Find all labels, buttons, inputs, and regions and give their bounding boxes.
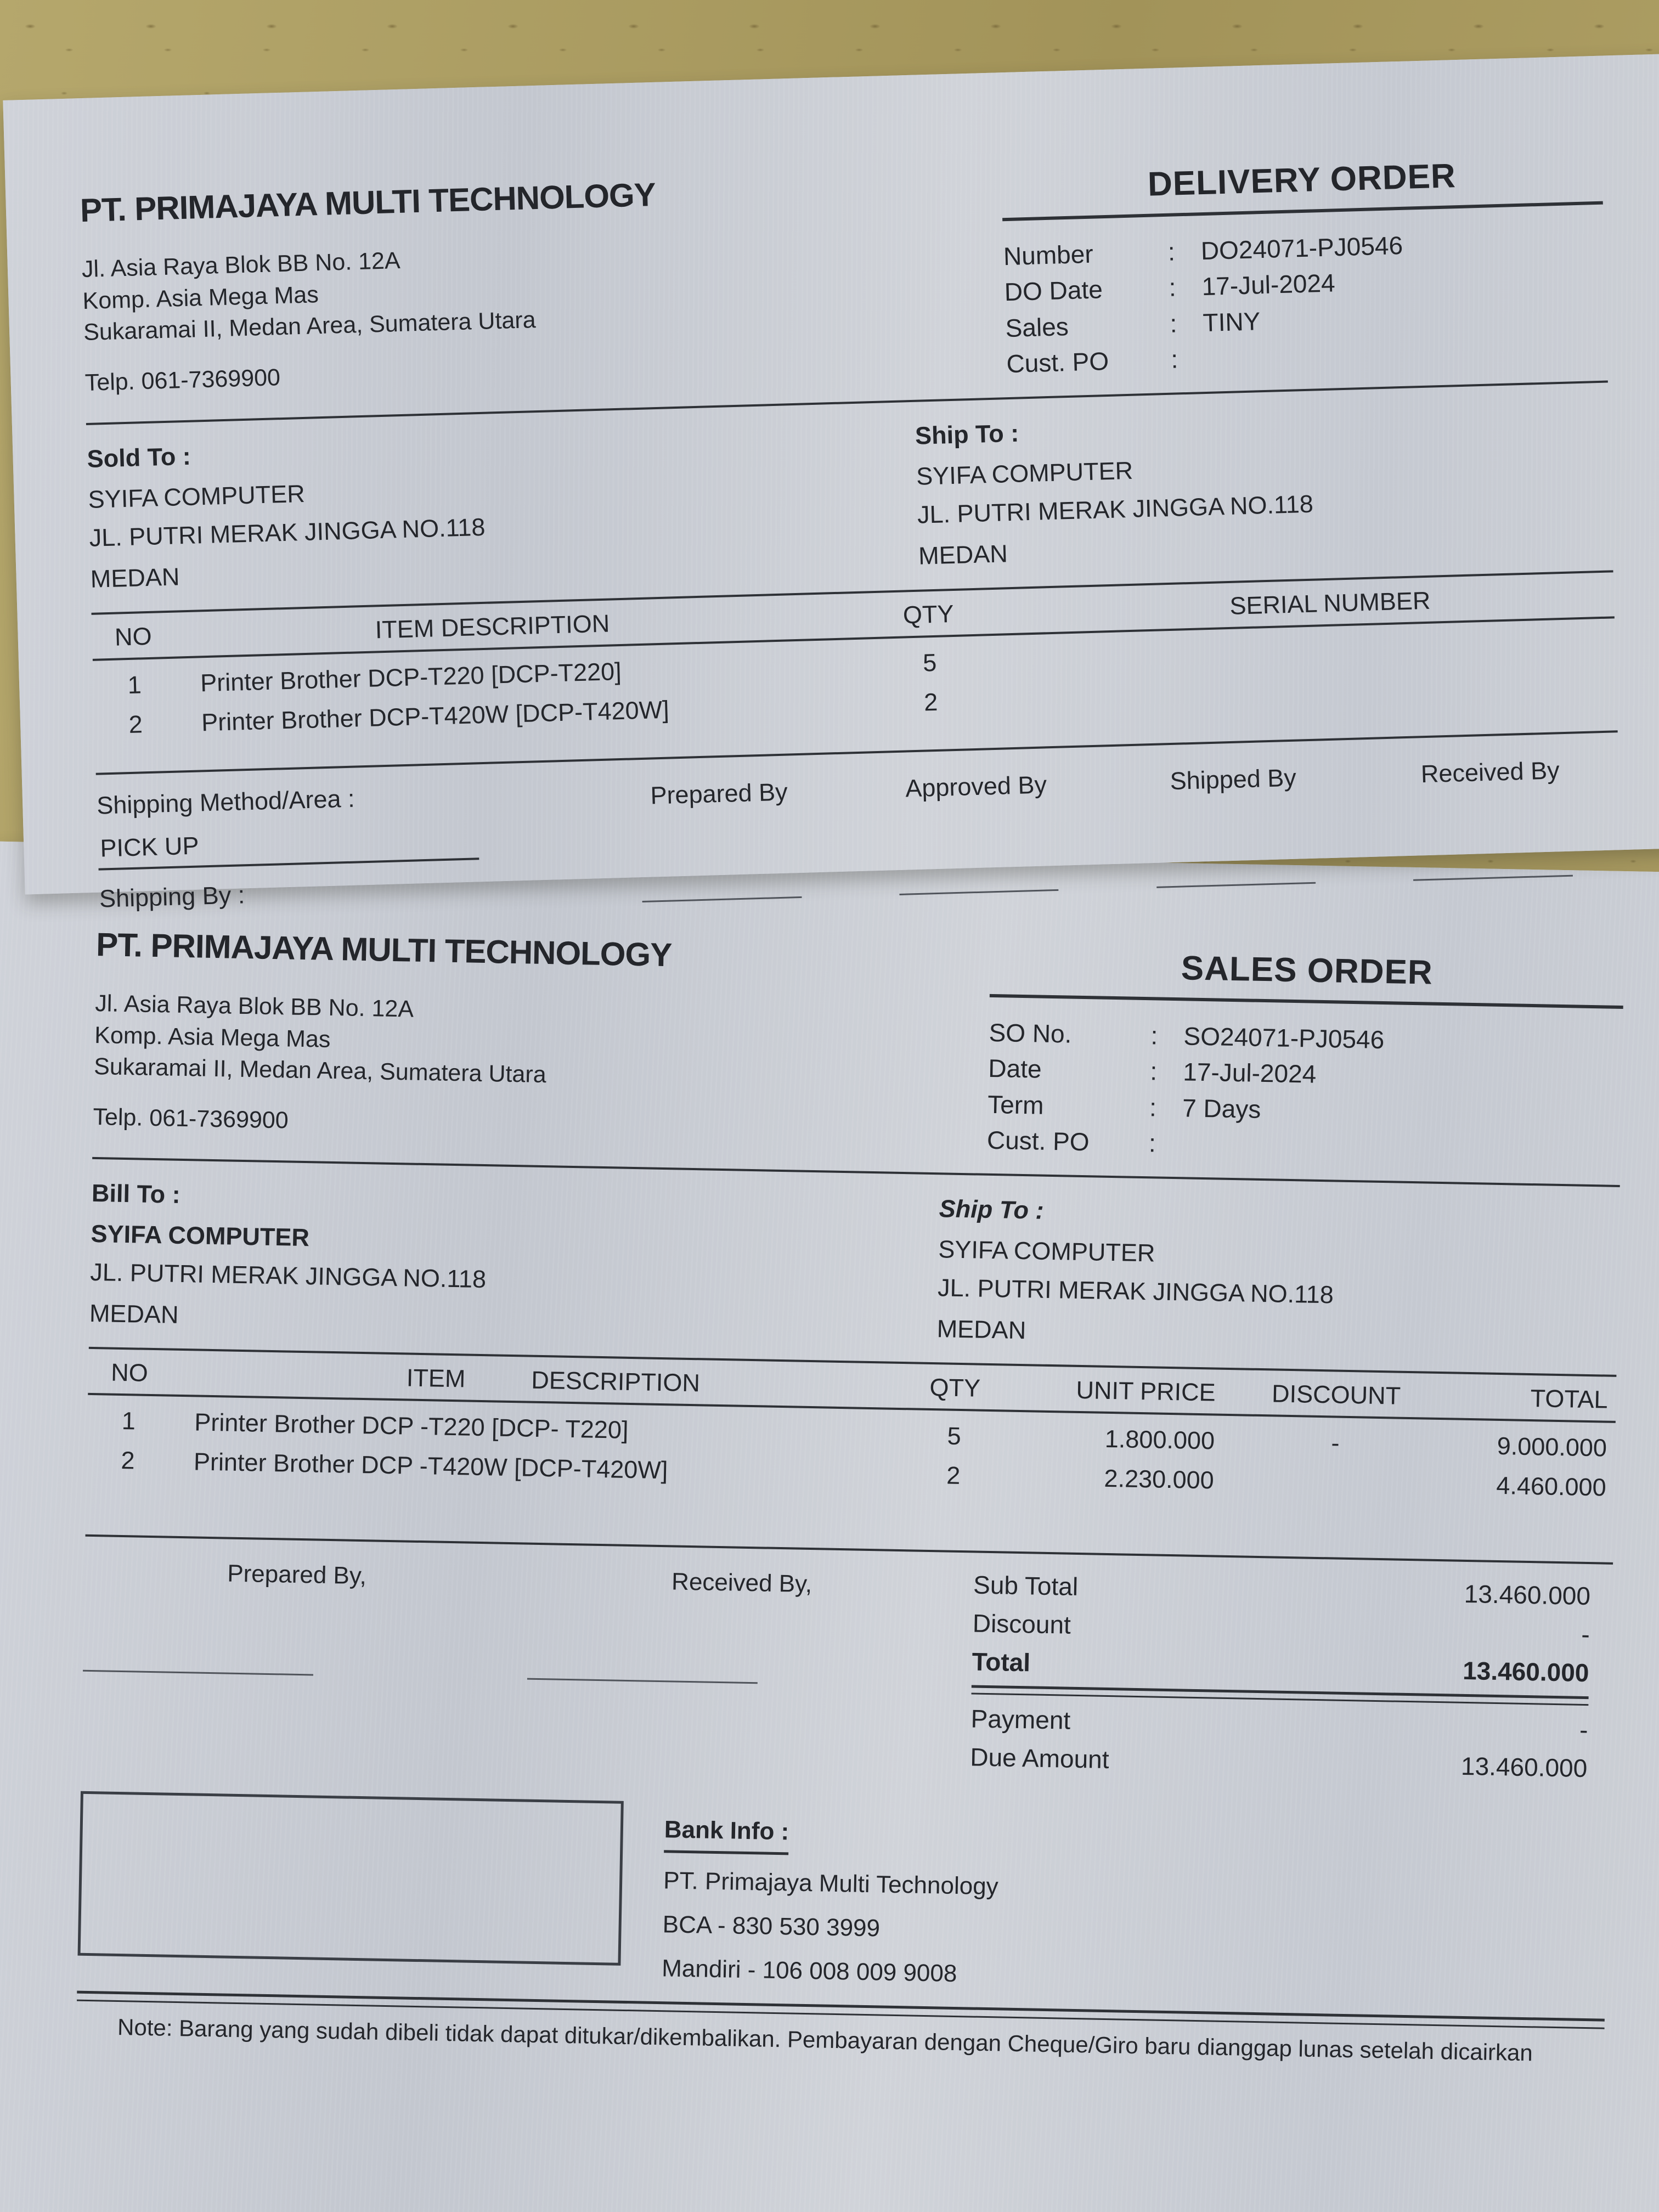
so-totals [970,1566,1613,1788]
so-header [93,926,1624,1170]
so-signatures [81,1550,974,1777]
so-bill-to-label: Bill To : [91,1179,181,1209]
customer-city: MEDAN [936,1314,1026,1345]
do-parties [87,403,1613,596]
do-signature-prepared [590,770,850,904]
company-address-line1: Jl. Asia Raya Blok BB No. 12A [81,247,401,283]
do-shipping-block [97,777,594,917]
do-signature-shipped-label: Shipped By [1169,763,1297,795]
colon: : [1149,1092,1157,1122]
item-qty: 5 [922,648,937,677]
do-col-no: NO [114,622,153,651]
colon: : [1148,1128,1156,1158]
do-sales-value: TINY [1202,306,1261,337]
company-address-line3: Sukaramai II, Medan Area, Sumatera Utara [93,1053,547,1088]
sales-order-sheet [0,842,1659,2212]
company-phone: Telp. 061-7369900 [84,364,281,396]
so-company-block [93,926,974,1158]
colon: : [1170,345,1178,374]
do-signature-received-label: Received By [1420,756,1560,788]
item-no: 1 [127,670,142,699]
do-title: DELIVERY ORDER [1147,157,1457,204]
so-parties [89,1179,1620,1358]
so-custpo-value [1181,1126,1621,1170]
customer-city: MEDAN [89,1299,179,1329]
so-stamp-row [77,1791,1609,2002]
do-ship-to-label: Ship To : [915,419,1019,450]
customer-street: JL. PUTRI MERAK JINGGA NO.118 [89,1258,487,1294]
do-signature-approved-label: Approved By [905,770,1047,803]
do-company-block [80,166,990,408]
do-signature-received [1361,749,1622,882]
do-col-serial: SERIAL NUMBER [1229,586,1431,620]
colon: : [1169,309,1178,338]
do-ship-to [915,403,1612,573]
bank-line-bca: BCA - 830 530 3999 [662,1911,881,1942]
so-term-value: 7 Days [1182,1093,1261,1124]
so-below-table [81,1550,1613,1789]
so-number-label: SO No. [989,1018,1072,1048]
stamp-box [78,1791,624,1966]
so-date-value: 17-Jul-2024 [1182,1057,1317,1089]
item-discount: - [1331,1429,1340,1457]
signature-line [83,1670,313,1676]
bank-line-mandiri: Mandiri - 106 008 009 9008 [661,1955,957,1988]
so-fields [986,1015,1623,1170]
company-name: PT. PRIMAJAYA MULTI TECHNOLOGY [95,926,672,974]
item-total: 9.000.000 [1497,1431,1607,1462]
so-title: SALES ORDER [1181,949,1434,992]
do-shipping-method-value: PICK UP [97,809,479,870]
company-address-line3: Sukaramai II, Medan Area, Sumatera Utara [83,307,537,346]
customer-name: SYIFA COMPUTER [91,1220,310,1252]
customer-name: SYIFA COMPUTER [938,1235,1155,1267]
due-amount-label: Due Amount [969,1742,1110,1774]
customer-city: MEDAN [918,539,1008,570]
do-number-value: DO24071-PJ0546 [1200,230,1403,266]
so-col-desc [171,1359,884,1401]
do-item-table [92,570,1618,775]
do-shipping-method-label: Shipping Method/Area : [96,784,356,820]
item-total: 4.460.000 [1496,1471,1607,1502]
discount-label: Discount [972,1609,1071,1639]
so-signature-prepared [81,1550,529,1769]
bank-info-label: Bank Info : [664,1816,789,1855]
do-col-desc: ITEM DESCRIPTION [375,609,610,644]
item-qty: 5 [947,1421,962,1450]
do-col-qty: QTY [902,599,955,629]
total-label: Total [972,1647,1031,1677]
do-sold-to [87,422,919,596]
do-signature-prepared-label: Prepared By [650,777,788,810]
so-col-item: ITEM [406,1363,466,1393]
do-sales-label: Sales [1005,312,1069,342]
item-no: 1 [121,1406,136,1435]
subtotal-label: Sub Total [973,1570,1079,1601]
company-address [81,229,989,349]
do-sold-to-label: Sold To : [86,442,191,473]
colon: : [1149,1057,1158,1086]
subtotal-value: 13.460.000 [1464,1579,1591,1610]
do-number-label: Number [1003,239,1094,271]
signature-line [527,1678,758,1684]
so-col-description: DESCRIPTION [531,1365,701,1397]
do-header [80,149,1607,408]
do-date-value: 17-Jul-2024 [1201,268,1336,301]
item-qty: 2 [946,1461,961,1489]
so-item-table [86,1347,1617,1565]
customer-street: JL. PUTRI MERAK JINGGA NO.118 [917,489,1314,529]
customer-street: JL. PUTRI MERAK JINGGA NO.118 [89,513,486,552]
so-title-rule [990,994,1623,1009]
company-address-line1: Jl. Asia Raya Blok BB No. 12A [94,990,414,1023]
do-shipping-by-label: Shipping By : [99,881,245,913]
item-desc: Printer Brother DCP-T220 [DCP-T220] [200,657,622,697]
so-headbox [986,942,1624,1170]
do-fields [1003,222,1607,382]
do-headbox [1001,149,1607,382]
company-address-line2: Komp. Asia Mega Mas [94,1022,331,1053]
company-name: PT. PRIMAJAYA MULTI TECHNOLOGY [80,176,656,229]
so-ship-to [936,1194,1620,1358]
item-unit-price: 2.230.000 [1104,1464,1215,1494]
so-number-value: SO24071-PJ0546 [1183,1022,1385,1054]
item-no: 2 [121,1446,136,1475]
customer-city: MEDAN [90,562,180,593]
payment-value: - [1579,1716,1588,1745]
company-address [94,988,973,1099]
customer-name: SYIFA COMPUTER [916,456,1133,491]
customer-name: SYIFA COMPUTER [88,479,306,514]
colon: : [1169,273,1177,302]
item-desc: Printer Brother DCP -T220 [DCP- T220] [194,1408,629,1444]
colon: : [1150,1021,1158,1050]
do-date-label: DO Date [1004,275,1103,307]
so-col-total: TOTAL [1530,1384,1609,1414]
so-signature-prepared-label: Prepared By, [227,1560,367,1589]
company-phone: Telp. 061-7369900 [93,1103,289,1134]
so-signature-received [526,1558,974,1776]
item-serial [1048,669,1617,713]
so-col-qty: QTY [929,1373,981,1402]
bank-line-company: PT. Primajaya Multi Technology [663,1867,999,1900]
item-discount [1244,1466,1425,1498]
colon: : [1167,237,1176,266]
delivery-order-sheet [3,54,1659,913]
do-signature-approved [847,763,1108,896]
so-signature-received-label: Received By, [671,1568,812,1598]
do-custpo-label: Cust. PO [1006,346,1109,379]
item-no: 2 [128,710,143,738]
so-term-label: Term [987,1090,1044,1120]
so-custpo-label: Cust. PO [986,1125,1090,1156]
item-desc: Printer Brother DCP -T420W [DCP-T420W] [193,1447,668,1484]
note-text: Note: Barang yang sudah dibeli tidak dapat ditukar/dikembalikan. Pembayaran dengan Cheque/Giro baru dianggap lunas setelah dicairkan [117,2013,1533,2066]
so-bill-to [89,1179,939,1346]
do-signature-shipped [1104,756,1364,889]
so-col-discount: DISCOUNT [1271,1379,1401,1410]
company-address-line2: Komp. Asia Mega Mas [82,281,319,314]
payment-label: Payment [970,1704,1071,1735]
item-desc: Printer Brother DCP-T420W [DCP-T420W] [201,695,670,737]
item-unit-price: 1.800.000 [1104,1424,1215,1455]
item-qty: 2 [923,687,938,716]
so-col-unit-price: UNIT PRICE [1076,1375,1216,1407]
so-col-no: NO [110,1358,149,1387]
item-serial [1047,629,1616,674]
total-value: 13.460.000 [1462,1656,1589,1687]
customer-street: JL. PUTRI MERAK JINGGA NO.118 [937,1273,1334,1309]
so-ship-to-label: Ship To : [939,1194,1044,1224]
due-amount-value: 13.460.000 [1460,1752,1588,1783]
so-date-label: Date [988,1054,1042,1084]
bank-info [662,1802,1000,1991]
discount-value: - [1581,1620,1590,1649]
